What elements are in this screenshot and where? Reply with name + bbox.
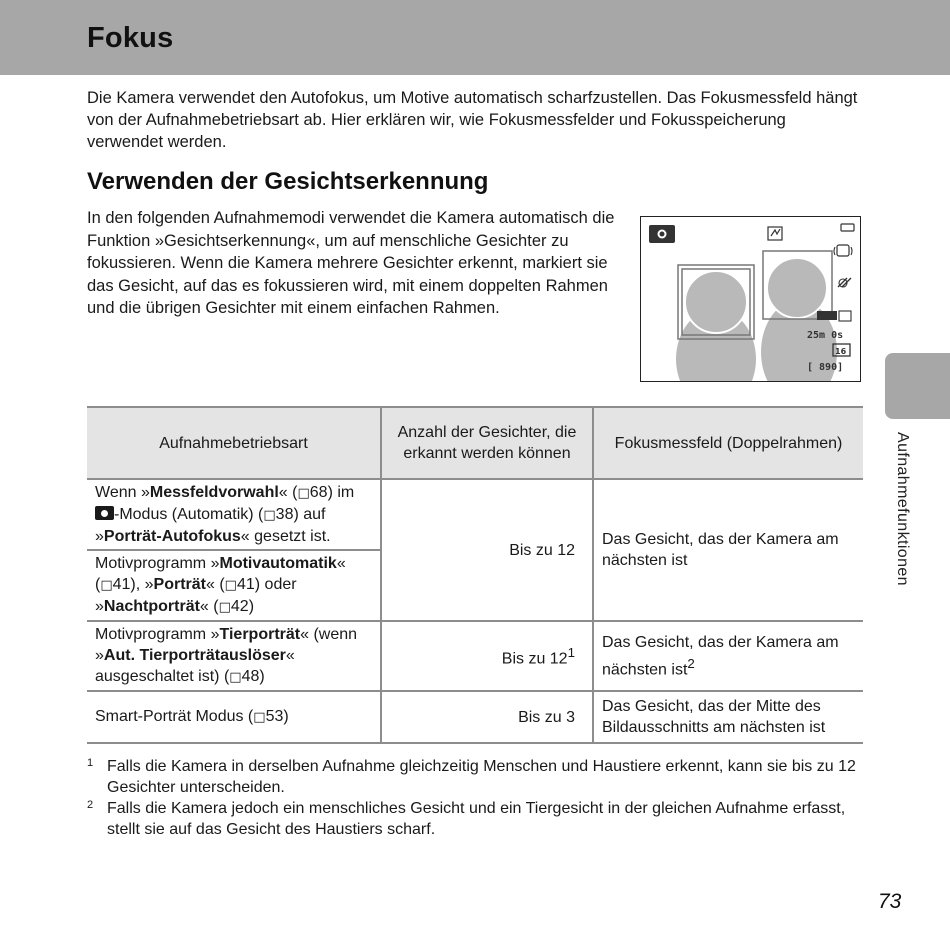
side-tab	[885, 353, 950, 419]
footnote-1: 1 Falls die Kamera in derselben Aufnahme gleichzeitig Menschen und Haustiere erkennt, kann sie bis zu 12 Gesichter unterscheiden.	[87, 757, 856, 796]
svg-text:16: 16	[835, 347, 847, 356]
movie-mode-icon	[817, 311, 851, 321]
footnotes	[87, 756, 867, 840]
header-focus-area: Fokusmessfeld (Doppelrahmen)	[593, 407, 863, 479]
count-cell: Bis zu $12^1$	[381, 621, 593, 691]
camera-display-illustration	[640, 216, 861, 382]
page-title: Fokus	[87, 22, 174, 54]
af-assist-icon	[838, 278, 851, 287]
header-face-count: Anzahl der Gesichter, die erkannt werden können	[381, 407, 593, 479]
table-header-row	[87, 407, 863, 479]
mode-cell-auto: Wenn »Messfeldvorwahl« (□68) im -Modus (Automatik) (□38) auf »Porträt-Autofokus« gesetzt ist.	[87, 479, 381, 550]
count-cell: Bis zu 3	[381, 691, 593, 743]
mode-cell-smart-portrait: Smart-Porträt Modus (□53)	[87, 691, 381, 743]
table-row	[87, 621, 863, 691]
camera-mode-icon	[95, 506, 114, 520]
count-cell: Bis zu 12	[381, 479, 593, 621]
focus-area-cell: Das Gesicht, das der Mitte des Bildausschnitts am nächsten ist	[593, 691, 863, 743]
mode-cell-pet: Motivprogramm »Tierporträt« (wenn »Aut. Tierporträtauslöser« ausgeschaltet ist) (□48)	[87, 621, 381, 691]
side-tab-label: Aufnahmefunktionen	[894, 432, 911, 586]
page-number: 73	[878, 890, 902, 913]
table-row	[87, 479, 863, 550]
mode-cell-scene: Motivprogramm »Motivautomatik« (□41), »Porträt« (□41) oder »Nachtporträt« (□42)	[87, 550, 381, 621]
intro-paragraph: Die Kamera verwendet den Autofokus, um Motive automatisch scharfzustellen. Das Fokusmessfeld hängt von der Aufnahmebetriebsart ab. Hier erklären wir, wie Fokusmessfelder und Fokusspeicherung verwendet werden.	[87, 89, 858, 151]
camera-mode-icon	[649, 225, 675, 243]
focus-area-cell: Das Gesicht, das der Kamera am nächsten ist	[593, 479, 863, 621]
section-title: Verwenden der Gesichtserkennung	[87, 168, 489, 195]
table-row	[87, 691, 863, 743]
footnote-2: 2 Falls die Kamera jedoch ein menschliches Gesicht und ein Tiergesicht in der gleichen Aufnahme erfasst, stellt sie auf das Gesicht des Haustiers scharf.	[87, 799, 846, 838]
face-detection-table	[87, 406, 863, 744]
focus-area-cell: Das Gesicht, das der Kamera am nächsten ist$^2$	[593, 621, 863, 691]
section-body: In den folgenden Aufnahmemodi verwendet die Kamera automatisch die Funktion »Gesichtserkennung«, um auf menschliche Gesichter zu fokussieren. Wenn die Kamera mehrere Gesichter erkennt, markiert sie das Gesicht, auf das es fokussieren wird, mit einem doppelten Rahmen und die übrigen Gesichter mit einem einfachen Rahmen.	[87, 209, 615, 317]
header-shooting-mode: Aufnahmebetriebsart	[87, 407, 381, 479]
vr-icon	[768, 227, 782, 240]
battery-icon	[841, 224, 854, 231]
exposures-remaining-readout: [ 890]	[807, 362, 844, 373]
motion-detection-icon	[834, 245, 852, 256]
recording-time-readout: 25m 0s	[807, 330, 844, 341]
